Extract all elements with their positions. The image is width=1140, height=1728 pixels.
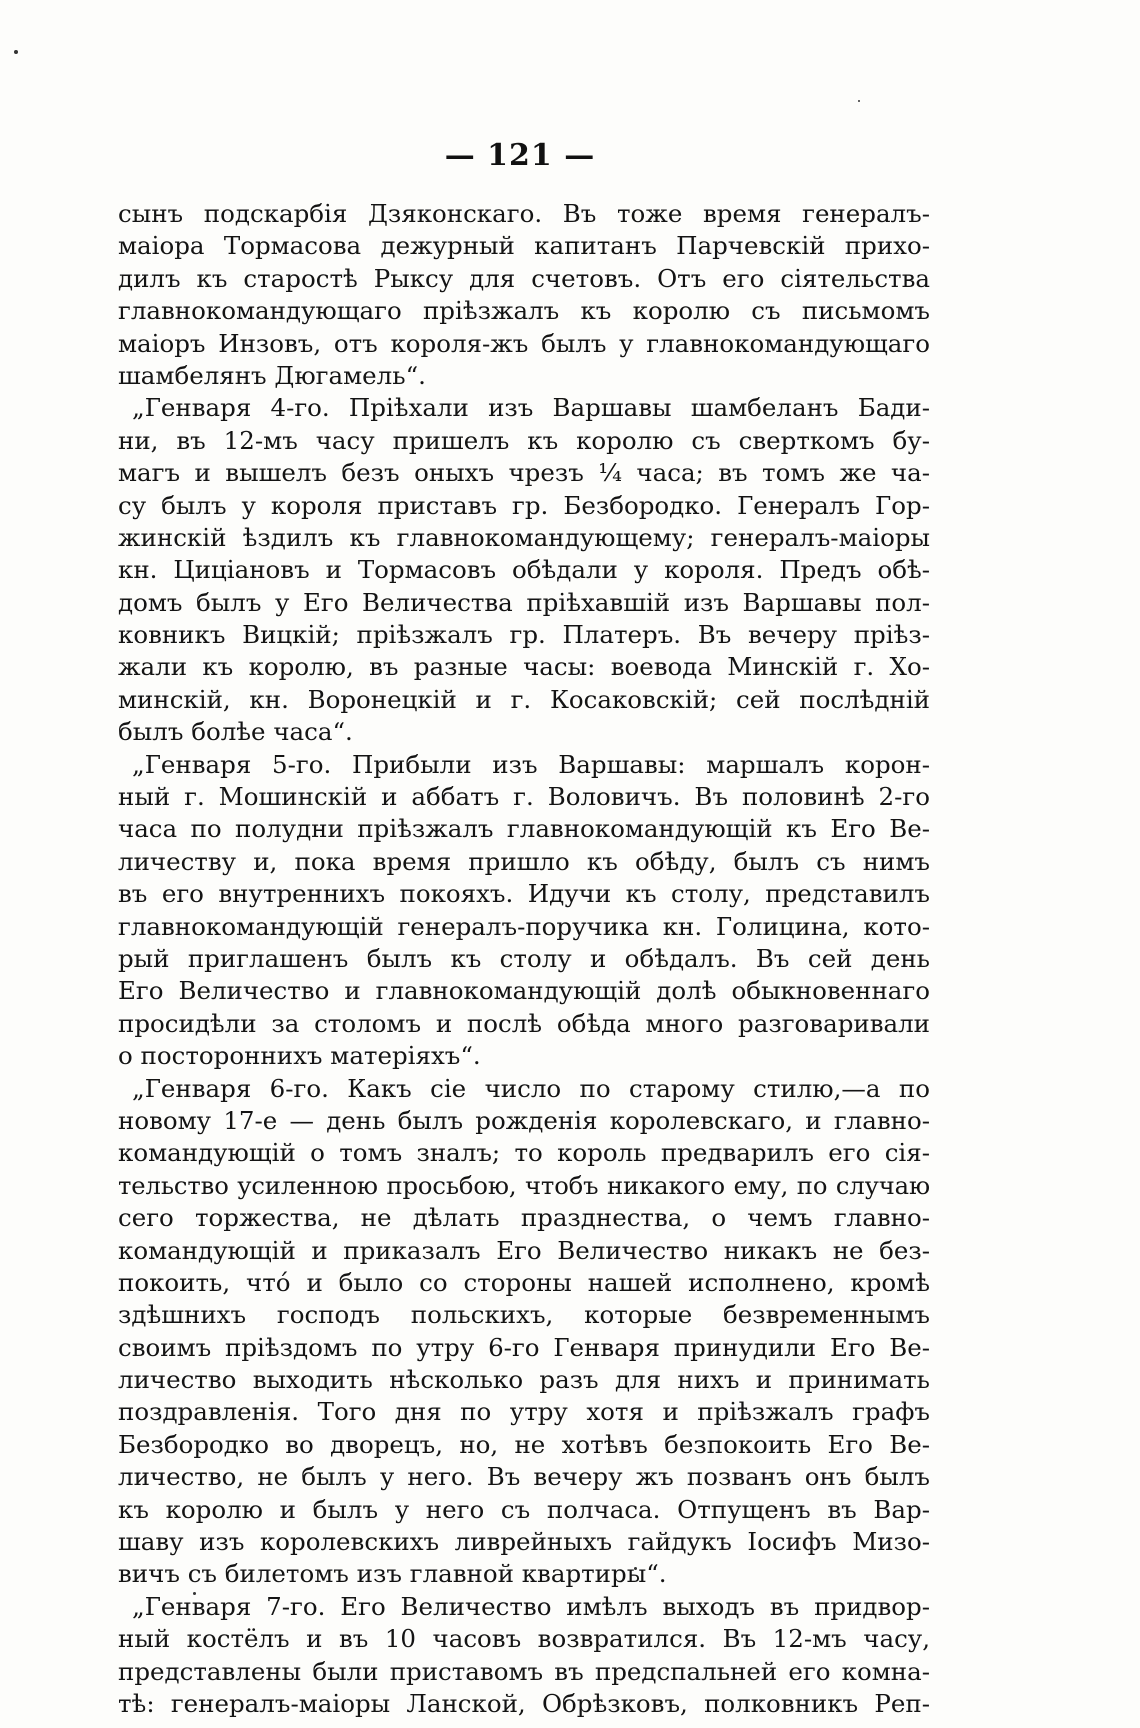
text-line: тѣ: генералъ-маіоры Ланской, Обрѣзковъ, полковникъ Реп- [118,1688,930,1718]
text-line: дилъ къ старостѣ Рыксу для счетовъ. Отъ его сіятельства [118,263,930,293]
text-line: личество, не былъ у него. Въ вечеру жъ позванъ онъ былъ [118,1462,930,1492]
text-line: здѣшнихъ господъ польскихъ, которые безвременнымъ [118,1300,930,1330]
text-line: командующій и приказалъ Его Величество никакъ не без- [118,1235,930,1265]
text-line: вичъ съ билетомъ изъ главной квартиры“. [118,1559,667,1589]
text-line: своимъ пріѣздомъ по утру 6-го Генваря принудили Его Ве- [118,1332,930,1362]
text-line: шамбелянъ Дюгамель“. [118,360,426,390]
text-line: сынъ подскарбія Дзяконскаго. Въ тоже время генералъ- [118,199,930,228]
text-line: личеству и, пока время пришло къ обѣду, былъ съ нимъ [118,846,930,876]
text-line: былъ болѣе часа“. [118,717,353,747]
text-line: шаву изъ королевскихъ ливрейныхъ гайдукъ Іосифъ Мизо- [118,1527,930,1557]
text-line: су былъ у короля приставъ гр. Безбородко. Генералъ Гор- [118,490,930,520]
text-line: въ его внутреннихъ покояхъ. Идучи къ столу, представилъ [118,879,930,909]
text-line: личество выходить нѣсколько разъ для нихъ и принимать [118,1365,930,1395]
scan-speck [858,100,860,102]
text-line: о постороннихъ матеріяхъ“. [118,1041,481,1071]
text-line: жинскій ѣздилъ къ главнокомандующему; генералъ-маіоры [118,522,930,552]
text-line: сего торжества, не дѣлать празднества, о чемъ главно- [118,1203,930,1233]
text-line: кн. Циціановъ и Тормасовъ обѣдали у короля. Предъ обѣ- [118,555,930,585]
text-line: „Генваря 7-го. Его Величество имѣлъ выходъ въ придвор- [132,1591,930,1621]
text-line: жали къ королю, въ разные часы: воевода Минскій г. Хо- [118,652,930,682]
scan-speck [14,50,18,54]
text-line: „Генваря 4-го. Пріѣхали изъ Варшавы шамбеланъ Бади- [132,393,930,423]
text-line: минскій, кн. Воронецкій и г. Косаковскій; сей послѣдній [118,684,930,714]
text-line: представлены были приставомъ въ предспальней его комна- [118,1656,930,1686]
text-line: главнокомандующій генералъ-поручика кн. Голицина, кото- [118,911,930,941]
text-line: маіора Тормасова дежурный капитанъ Парчевскій прихо- [118,231,930,261]
text-line: главнокомандующаго пріѣзжалъ къ королю съ письмомъ [118,296,930,326]
page-number: — 121 — [444,138,596,173]
text-line: тельство усиленною просьбою, чтобъ никакого ему, по случаю [118,1170,930,1200]
text-line: Его Величество и главнокомандующій долѣ обыкновеннаго [118,976,930,1006]
text-line: ни, въ 12-мъ часу пришелъ къ королю съ сверткомъ бу- [118,425,930,455]
text-line: домъ былъ у Его Величества пріѣхавшій изъ Варшавы пол- [118,587,930,617]
text-line: просидѣли за столомъ и послѣ обѣда много разговаривали [118,1008,930,1038]
text-line: ный г. Мошинскій и аббатъ г. Воловичъ. Въ половинѣ 2-го [118,782,930,812]
text-line: ный костёлъ и въ 10 часовъ возвратился. Въ 12-мъ часу, [118,1624,930,1654]
text-line: „Генваря 5-го. Прибыли изъ Варшавы: маршалъ корон- [132,749,930,779]
text-line: къ королю и былъ у него съ полчаса. Отпущенъ въ Вар- [118,1494,930,1524]
text-line: маіоръ Инзовъ, отъ короля-жъ былъ у главнокомандующаго [118,328,930,358]
text-line: магъ и вышелъ безъ оныхъ чрезъ ¼ часа; въ томъ же ча- [118,458,930,488]
text-line: новому 17-е — день былъ рожденія королевскаго, и главно- [118,1105,930,1135]
text-line: покоить, что́ и было со стороны нашей исполнено, кромѣ [118,1267,930,1297]
text-line: рый приглашенъ былъ къ столу и обѣдалъ. Въ сей день [118,943,930,973]
text-line: Безбородко во дворецъ, но, не хотѣвъ безпокоить Его Ве- [118,1429,930,1459]
text-line: часа по полудни пріѣзжалъ главнокомандующій къ Его Ве- [118,814,930,844]
text-line: командующій о томъ зналъ; то король предварилъ его сія- [118,1138,930,1168]
body-text [118,198,930,1720]
text-line: поздравленія. Того дня по утру хотя и пріѣзжалъ графъ [118,1397,930,1427]
text-line: „Генваря 6-го. Какъ сіе число по старому стилю,—а по [132,1073,930,1103]
text-line: ковникъ Вицкій; пріѣзжалъ гр. Платеръ. Въ вечеру пріѣз- [118,620,930,650]
